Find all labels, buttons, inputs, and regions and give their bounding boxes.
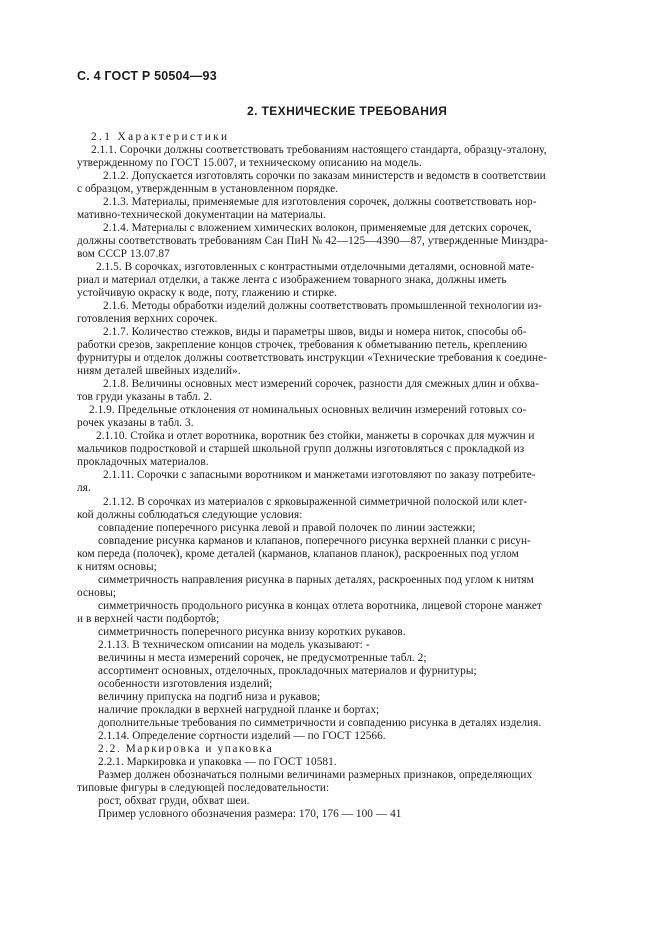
text-line: 2.1.1. Сорочки должны соответствовать требованиям настоящего стандарта, образцу-эталону, — [91, 144, 547, 156]
text-line: должны соответствовать требованиям Сан ПиН № 42—125—4390—87, утвержденные Минздра- — [77, 235, 549, 247]
text-line: прокладочных материалов. — [77, 456, 209, 468]
list-item: особенности изготовления изделий; — [98, 678, 273, 690]
text-line: 2.1.13. В техническом описании на модель указывают: - — [98, 639, 370, 651]
list-item: наличие прокладки в верхней нагрудной планке и бортах; — [98, 704, 380, 716]
text-line: работки срезов, закрепление концов строчек, требования к обметыванию петель, креплению — [77, 339, 528, 351]
text-line: к нитям основы; — [77, 561, 157, 573]
text-line: 2.1.12. В сорочках из материалов с ярковыраженной симметричной полоской или клет- — [103, 496, 528, 508]
text-line: с образцом, утвержденным в установленном порядке. — [77, 183, 339, 195]
text-line: 2.1.6. Методы обработки изделий должны соответствовать промышленной технологии из- — [103, 300, 542, 312]
list-item: симметричность направления рисунка в парных деталях, раскроенных под углом к нитям — [98, 574, 534, 586]
text-line: фурнитуры и отделок должны соответствовать инструкции «Технические требования к соедине- — [77, 352, 548, 364]
text-line: типовые фигуры в следующей последовательности: — [77, 782, 330, 794]
text-line: 2.1.8. Величины основных мест измерений сорочек, разности для смежных длин и обхва- — [103, 378, 539, 390]
text-line: Размер должен обозначаться полными величинами размерных признаков, определяющих — [98, 769, 533, 781]
list-item: величину припуска на подгиб низа и рукавов; — [98, 691, 321, 703]
text-line: 2.1.2. Допускается изготовлять сорочки по заказам министерств и ведомств в соответствии — [103, 170, 546, 182]
list-item: ассортимент основных, отделочных, прокладочных материалов и фурнитуры; — [98, 665, 477, 677]
text-line: основы; — [77, 587, 117, 599]
list-item: величины н места измерений сорочек, не предусмотренные табл. 2; — [98, 652, 427, 664]
list-item: симметричность поперечного рисунка внизу коротких рукавов. — [98, 626, 406, 638]
text-line: 2.1.10. Стойка и отлет воротника, воротник без стойки, манжеты в сорочках для мужчин и — [96, 430, 535, 442]
text-line: утвержденному по ГОСТ 15.007, и техническому описанию на модель. — [77, 157, 422, 169]
text-line: рочек указаны в табл. 3. — [77, 417, 194, 429]
text-line: 2.1.3. Материалы, применяемые для изготовления сорочек, должны соответствовать нор- — [103, 196, 537, 208]
text-line: кой должны соблюдаться следующие условия: — [77, 509, 303, 521]
text-line: 2.1.9. Предельные отклонения от номинальных основных величин измерений готовых со- — [89, 404, 527, 416]
page-header: С. 4 ГОСТ Р 50504—93 — [77, 69, 217, 83]
list-item: совпадение рисунка карманов и клапанов, поперечного рисунка верхней планки с рисун- — [98, 535, 531, 547]
text-line: 2.1.5. В сорочках, изготовленных с контрастными отделочными деталями, основной мате- — [96, 261, 535, 273]
text-line: рост, обхват груди, обхват шеи. — [98, 795, 250, 807]
list-item: дополнительные требования по симметричности и совпадению рисунка в деталях изделия. — [98, 717, 542, 729]
text-line: тов груди указаны в табл. 2. — [77, 391, 213, 403]
text-line: Пример условного обозначения размера: 170, 176 — 100 — 41 — [98, 808, 402, 820]
text-line: 2.1.4. Материалы с вложением химических волокон, применяемые для детских сорочек, — [103, 222, 532, 234]
subsection-heading: 2.1 Характеристики — [91, 131, 230, 143]
list-item: совпадение поперечного рисунка левой и правой полочек по линии застежки; — [98, 522, 476, 534]
text-line: риал и материал отделки, а также лента с изображением товарного знака, должны иметь — [77, 274, 507, 286]
text-line: вом СССР 13.07.87 — [77, 248, 170, 260]
text-line: мальчиков подростковой и старшей школьной групп должны изготовляться с прокладкой из — [77, 443, 525, 455]
text-line: мативно-технической документации на материалы. — [77, 209, 326, 221]
text-line: готовления верхних сорочек. — [77, 313, 218, 325]
list-item: симметричность продольного рисунка в концах отлета воротника, лицевой стороне манжет — [98, 600, 542, 612]
subsection-heading: 2.2. Маркировка и упаковка — [98, 743, 274, 755]
text-line: ниям деталей швейных изделий». — [77, 365, 241, 377]
text-line: 2.1.11. Сорочки с запасными воротником и манжетами изготовляют по заказу потребите- — [103, 469, 536, 481]
text-line: ком переда (полочек), кроме деталей (карманов, клапанов планок), раскроенных под углом — [77, 548, 519, 560]
text-line: 2.1.7. Количество стежков, виды и параметры швов, виды и номера ниток, способы об- — [103, 326, 527, 338]
text-line: и в верхней части подборто̂в; — [77, 613, 220, 625]
text-line: 2.2.1. Маркировка и упаковка — по ГОСТ 10581. — [98, 756, 337, 768]
text-line: устойчивую окраску к воде, поту, глажению и стирке. — [77, 287, 337, 299]
section-title: 2. ТЕХНИЧЕСКИЕ ТРЕБОВАНИЯ — [247, 104, 448, 118]
text-line: 2.1.14. Определение сортности изделий — по ГОСТ 12566. — [98, 730, 386, 742]
text-line: ля. — [77, 482, 91, 494]
